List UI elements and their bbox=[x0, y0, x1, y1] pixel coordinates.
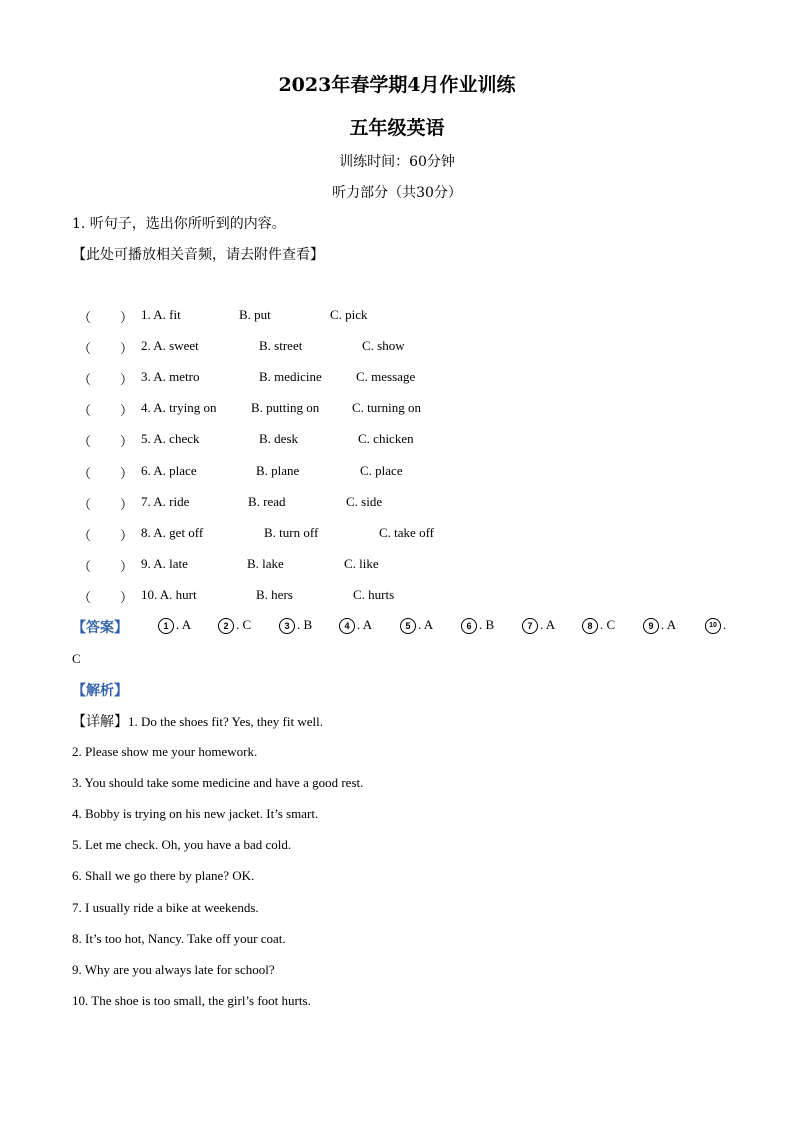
answer-item: 6 . B bbox=[461, 617, 494, 634]
option-c: C. show bbox=[362, 338, 405, 353]
answer-item: 4 . A bbox=[339, 617, 372, 634]
question-stem: 1. 听句子，选出你所听到的内容。 bbox=[72, 216, 286, 232]
number-circle-icon: 8 bbox=[582, 618, 598, 634]
option-b: B. street bbox=[259, 338, 303, 353]
option-b: B. turn off bbox=[264, 525, 319, 540]
option-b: B. putting on bbox=[251, 400, 320, 415]
answer-item: 3 . B bbox=[279, 617, 312, 634]
paren-close: ） bbox=[120, 310, 134, 325]
option-a: 1. A. fit bbox=[141, 307, 181, 322]
number-circle-icon: 6 bbox=[461, 618, 477, 634]
paren-close: ） bbox=[120, 434, 134, 449]
exam-time: 训练时间：60分钟 bbox=[339, 154, 455, 170]
number-circle-icon: 5 bbox=[400, 618, 416, 634]
paren-close: ） bbox=[120, 590, 134, 605]
paren-open: （ bbox=[78, 403, 92, 418]
option-a: 10. A. hurt bbox=[141, 587, 197, 602]
option-b: B. read bbox=[248, 494, 286, 509]
paren-open: （ bbox=[78, 466, 92, 481]
answer-item: 10 . bbox=[705, 617, 726, 634]
answer-item: 1 . A bbox=[158, 617, 191, 634]
analysis-line: 3. You should take some medicine and have a good rest. bbox=[72, 775, 364, 790]
option-c: C. message bbox=[356, 369, 416, 384]
option-c: C. like bbox=[344, 556, 379, 571]
audio-note: 【此处可播放相关音频，请去附件查看】 bbox=[72, 247, 324, 263]
option-b: B. medicine bbox=[259, 369, 322, 384]
analysis-label: 【解析】 bbox=[72, 683, 128, 699]
analysis-line: 10. The shoe is too small, the girl’s foot hurts. bbox=[72, 993, 311, 1008]
number-circle-icon: 4 bbox=[339, 618, 355, 634]
page-subtitle: 五年级英语 bbox=[349, 117, 445, 139]
paren-open: （ bbox=[78, 590, 92, 605]
number-circle-icon: 10 bbox=[705, 618, 721, 634]
answer-item: 9 . A bbox=[643, 617, 676, 634]
detail-label: 【详解】 bbox=[72, 714, 128, 730]
paren-open: （ bbox=[78, 434, 92, 449]
paren-open: （ bbox=[78, 528, 92, 543]
analysis-line: 4. Bobby is trying on his new jacket. It’s smart. bbox=[72, 806, 319, 821]
paren-open: （ bbox=[78, 559, 92, 574]
paren-close: ） bbox=[120, 497, 134, 512]
option-c: C. pick bbox=[330, 307, 368, 322]
paren-open: （ bbox=[78, 497, 92, 512]
analysis-line: 5. Let me check. Oh, you have a bad cold. bbox=[72, 837, 292, 852]
option-a: 2. A. sweet bbox=[141, 338, 199, 353]
option-c: C. chicken bbox=[358, 431, 414, 446]
option-b: B. put bbox=[239, 307, 271, 322]
analysis-line: 8. It’s too hot, Nancy. Take off your coat. bbox=[72, 931, 286, 946]
option-a: 5. A. check bbox=[141, 431, 200, 446]
paren-open: （ bbox=[78, 310, 92, 325]
paren-close: ） bbox=[120, 559, 134, 574]
answer-label: 【答案】 bbox=[72, 621, 128, 636]
analysis-line: 2. Please show me your homework. bbox=[72, 744, 258, 759]
section-title: 听力部分（共30分） bbox=[332, 185, 462, 201]
paren-close: ） bbox=[120, 372, 134, 387]
answer-item: 8 . C bbox=[582, 617, 615, 634]
option-c: C. hurts bbox=[353, 587, 395, 602]
option-b: B. plane bbox=[256, 463, 300, 478]
answer-wrap: C bbox=[72, 651, 81, 666]
page-title: 2023年春学期4月作业训练 bbox=[278, 74, 516, 96]
number-circle-icon: 7 bbox=[522, 618, 538, 634]
paren-close: ） bbox=[120, 403, 134, 418]
number-circle-icon: 1 bbox=[158, 618, 174, 634]
option-b: B. hers bbox=[256, 587, 293, 602]
option-b: B. desk bbox=[259, 431, 298, 446]
option-c: C. take off bbox=[379, 525, 434, 540]
number-circle-icon: 9 bbox=[643, 618, 659, 634]
analysis-line: 7. I usually ride a bike at weekends. bbox=[72, 900, 259, 915]
option-a: 8. A. get off bbox=[141, 525, 204, 540]
option-c: C. place bbox=[360, 463, 403, 478]
answer-item: 2 . C bbox=[218, 617, 251, 634]
answer-item: 5 . A bbox=[400, 617, 433, 634]
paren-close: ） bbox=[120, 341, 134, 356]
option-b: B. lake bbox=[247, 556, 284, 571]
paren-open: （ bbox=[78, 341, 92, 356]
option-c: C. side bbox=[346, 494, 383, 509]
number-circle-icon: 3 bbox=[279, 618, 295, 634]
answer-row bbox=[72, 617, 772, 639]
option-c: C. turning on bbox=[352, 400, 421, 415]
option-a: 6. A. place bbox=[141, 463, 197, 478]
answer-item: 7 . A bbox=[522, 617, 555, 634]
paren-open: （ bbox=[78, 372, 92, 387]
option-a: 7. A. ride bbox=[141, 494, 190, 509]
option-a: 3. A. metro bbox=[141, 369, 200, 384]
analysis-line: 9. Why are you always late for school? bbox=[72, 962, 275, 977]
paren-close: ） bbox=[120, 528, 134, 543]
paren-close: ） bbox=[120, 466, 134, 481]
number-circle-icon: 2 bbox=[218, 618, 234, 634]
option-a: 9. A. late bbox=[141, 556, 188, 571]
analysis-line: 6. Shall we go there by plane? OK. bbox=[72, 868, 255, 883]
analysis-line: 【详解】1. Do the shoes fit? Yes, they fit well. bbox=[72, 714, 323, 730]
option-a: 4. A. trying on bbox=[141, 400, 217, 415]
